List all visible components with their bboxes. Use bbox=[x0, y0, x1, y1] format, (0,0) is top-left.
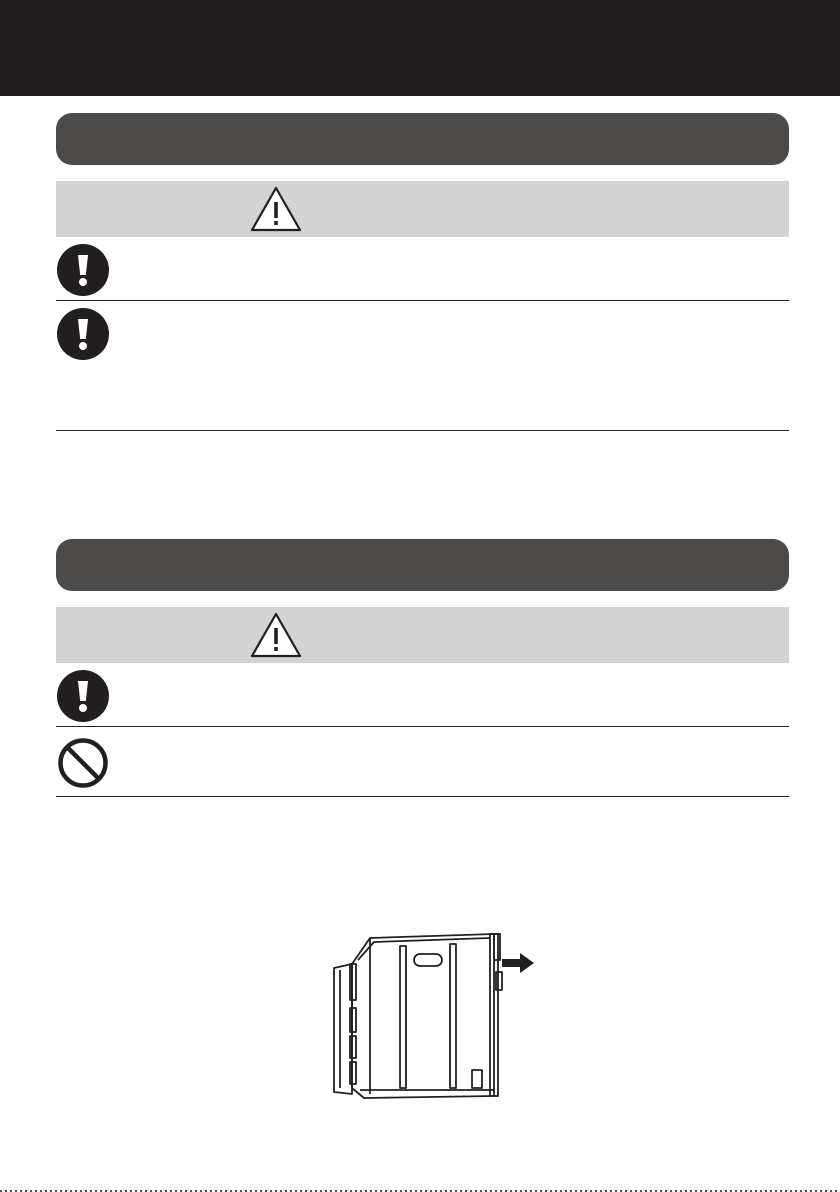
top-band bbox=[0, 0, 840, 96]
warning-triangle-icon bbox=[249, 185, 303, 233]
exclamation-circle-icon bbox=[56, 307, 110, 361]
section-2-caution-bar bbox=[56, 607, 789, 663]
section-2-header bbox=[56, 539, 789, 591]
section-1-row-1 bbox=[56, 237, 789, 301]
section-1-caution-bar bbox=[56, 181, 789, 237]
warning-triangle-icon bbox=[249, 611, 303, 659]
section-2-row-2 bbox=[56, 727, 789, 797]
section-1-row-2 bbox=[56, 301, 789, 431]
exclamation-circle-icon bbox=[56, 243, 110, 297]
prohibition-icon bbox=[56, 736, 110, 790]
section-1-header bbox=[56, 113, 789, 165]
section-2-row-1 bbox=[56, 663, 789, 727]
unit-side-view-illustration bbox=[330, 928, 540, 1104]
exclamation-circle-icon bbox=[56, 669, 110, 723]
